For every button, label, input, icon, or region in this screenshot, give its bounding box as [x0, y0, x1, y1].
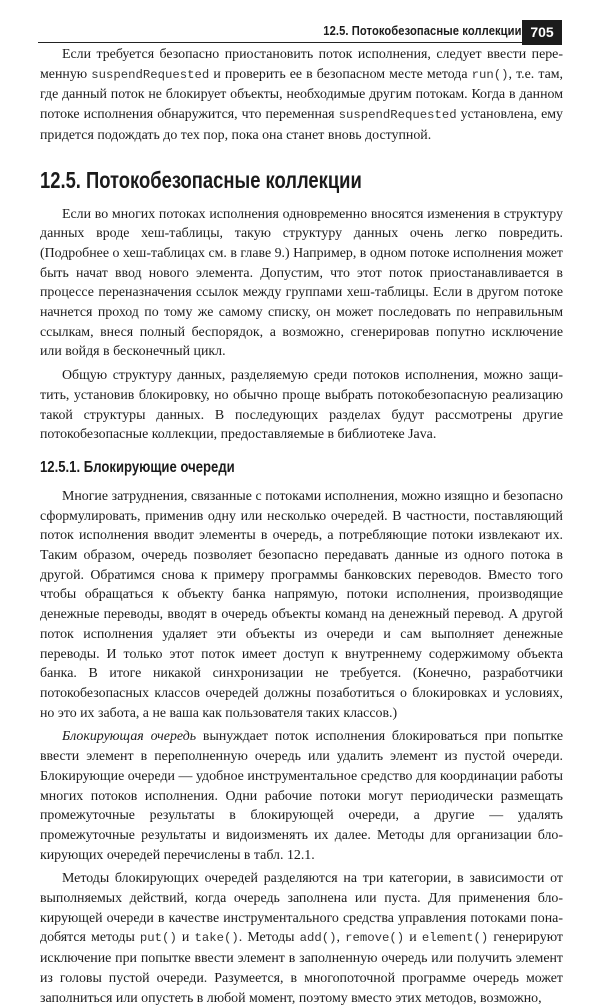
running-header: [0, 20, 600, 45]
paragraph: Если требуется безопасно приостановить поток исполнения, следует ввести переменную suspendRequested и проверить ее в безопасном месте метода run(), т.е. там, где данный поток не блокирует объекты, необходимые другим потокам. Когда в данном потоке исполнения обнаружится, что переменная suspendRequested установлена, ему придется подождать до тех пор, пока она станет вновь доступной.: [40, 47, 563, 143]
header-title: 12.5. Потокобезопасные коллекции: [323, 23, 522, 38]
paragraph: Общую структуру данных, разделяемую среди потоков исполнения, можно защитить, установив блокировку, но обычно проще выбрать потокобезопасную реализацию такой структуры данных. В последующих разделах будут рассмотрены другие потокобезопасные коллекции, предоставляемые в библиотеке Java.: [40, 368, 563, 443]
code-inline: add(): [299, 931, 337, 946]
page-number: 705: [522, 20, 562, 45]
paragraph: Методы блокирующих очередей разделяются на три категории, в зависимости от выполняемых действий, когда очередь заполнена или пуста. Для применения блокирующей очереди в качестве инструментального средства управления потоками понадобятся методы put() и take(). Методы add(), remove() и element() генерируют исключение при попытке ввести элемент в заполненную очередь или получить элемент из головы пустой очереди. Разумеется, в многопоточной программе очередь может заполниться или опустеть в любой момент, поэтому вместо этих методов, возможно,: [40, 871, 563, 1006]
header-rule: [38, 42, 530, 43]
code-inline: run(): [471, 67, 509, 82]
paragraph: Если во многих потоках исполнения одновременно вносятся изменения в структуру данных вроде хеш-таблицы, такую структуру данных очень легко повредить. (Подробнее о хеш-таблицах см. в главе 9.) Например, в одном потоке исполнения может быть начат ввод нового элемента. Допустим, что этот поток приостанавливается в процессе переназначения ссылок между группами хеш-таблицы. Если в другом потоке начнется проход по тому же самому списку, он может последовать по неправильным ссылкам, внеся полный беспорядок, а возможно, сгенерировав попутно исключение или войдя в бесконечный цикл.: [40, 206, 563, 360]
code-inline: put(): [139, 931, 177, 946]
code-inline: suspendRequested: [91, 67, 210, 82]
paragraph: Блокирующая очередь вынуждает поток исполнения блокироваться при попытке ввести элемент в переполненную очередь или удалить элемент из пустой очереди. Блокирующие очереди — удобное инструментальное средство для координации работы многих потоков исполнения. Одни рабочие потоки могут периодически размещать промежуточные результаты в блокирующей очереди, а другие — удалять промежуточные результаты и видоизменять их далее. Методы для организации блокирующих очередей перечислены в табл. 12.1.: [40, 729, 563, 863]
page-body: [40, 45, 563, 1008]
section-heading: 12.5. Потокобезопасные коллекции: [40, 166, 362, 193]
code-inline: suspendRequested: [338, 108, 457, 123]
code-inline: remove(): [345, 931, 405, 946]
subsection-heading: 12.5.1. Блокирующие очереди: [40, 458, 235, 476]
paragraph: Многие затруднения, связанные с потоками исполнения, можно изящно и безопасно сформулировать, применив одну или несколько очередей. В частности, поставляющий поток исполнения вводит элементы в очередь, а потребляющие потоки извлекают их. Таким образом, очередь позволяет безопасно передавать данные из одного потока в другой. Обратимся снова к примеру программы банковских переводов. Вместо того чтобы обращаться к объекту банка напрямую, потоки исполнения, производящие денежные переводы, вводят в очередь объекты команд на денежный перевод. А другой поток исполнения удаляет эти объекты из очереди и сам выполняет денежные переводы. И только этот поток имеет доступ к внутреннему содержимому объекта банка. В итоге никакой синхронизации не требуется. (Конечно, разработчики потокобезопасных классов очередей должны позаботиться о блокировках и условиях, но это их забота, а не ваша как пользователя таких классов.): [40, 488, 563, 721]
code-inline: take(): [194, 931, 239, 946]
term-italic: Блокирующая очередь: [62, 729, 197, 745]
code-inline: element(): [421, 931, 489, 946]
